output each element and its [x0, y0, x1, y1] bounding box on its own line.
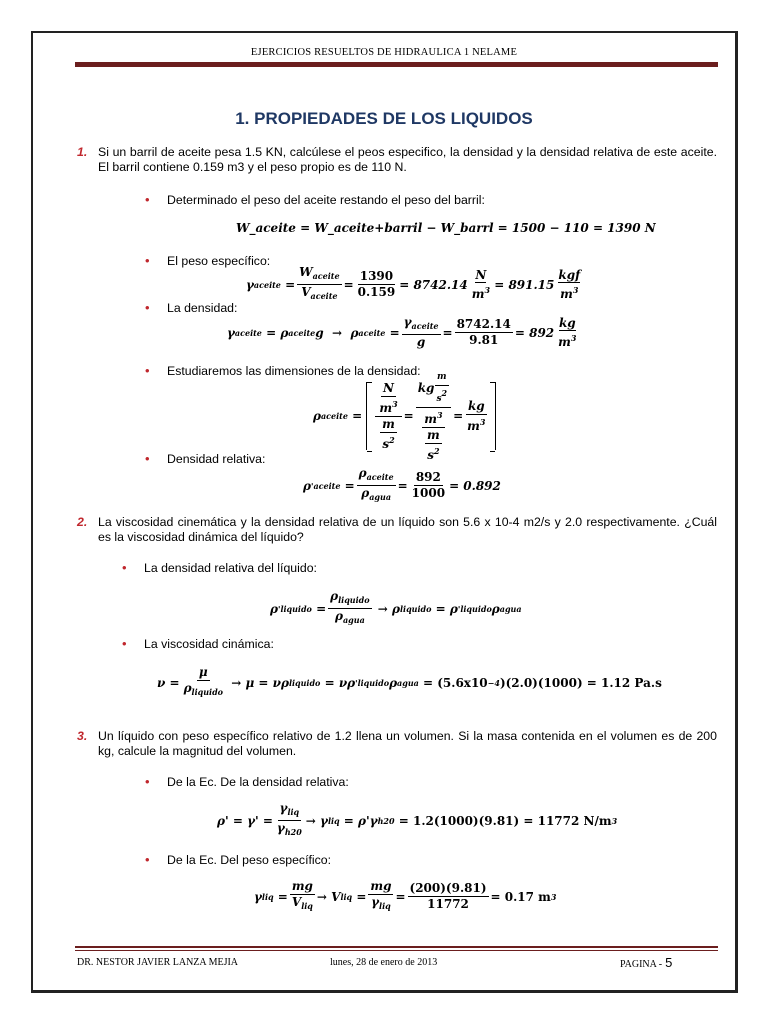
equation-specific-weight: γ aceite = $\frac{W_{aceite}}{V_{aceite}}$ = $\frac{1390}{0.159}$ = 8742.14 N $m^3$ = 891.15 kgf $m^3$	[246, 265, 581, 301]
equation-volume: γ liq = $\frac{mg}{V_{liq}}$ → V liq = $\frac{mg}{\gamma_{liq}}$ = $\frac{(200)(9.81)}{11772}$ = 0.17 m 3	[254, 879, 557, 911]
problem-text: Si un barril de aceite pesa 1.5 KN, calcúlese el peos especifico, la densidad y la densidad relativa de este aceite. El barril contiene 0.159 m3 y el peso propio es de 110 N.	[98, 145, 717, 174]
bullet-item: • La densidad:	[145, 300, 238, 315]
footer-rule	[75, 946, 718, 948]
problem-number: 3.	[77, 729, 88, 743]
footer-date: lunes, 28 de enero de 2013	[330, 957, 438, 968]
bullet-item: • La viscosidad cinámica:	[122, 636, 274, 651]
bullet-item: • El peso específico:	[145, 253, 271, 268]
page-label: PAGINA -	[620, 959, 663, 970]
bullet-icon: •	[122, 636, 127, 651]
bullet-icon: •	[145, 451, 150, 466]
bullet-item: • De la Ec. De la densidad relativa:	[145, 774, 349, 789]
bullet-item: • De la Ec. Del peso específico:	[145, 852, 332, 867]
bullet-icon: •	[122, 560, 127, 575]
bullet-icon: •	[145, 363, 150, 378]
bullet-icon: •	[145, 300, 150, 315]
bullet-icon: •	[145, 852, 150, 867]
bullet-item: • Estudiaremos las dimensiones de la densidad:	[145, 363, 421, 378]
problem-number: 2.	[77, 515, 88, 529]
footer-rule-thin	[75, 950, 718, 951]
section-title: 1. PROPIEDADES DE LOS LIQUIDOS	[235, 109, 533, 128]
equation-dynamic-viscosity: ν = $\frac{\mu}{\rho_{liquido}}$ → μ = νρ liquido = νρ ' liquido ρ agua = (5.6x10 −4 )(2.0)(1000) = 1.12 Pa.s	[157, 665, 662, 697]
bullet-icon: •	[145, 192, 150, 207]
equation-density: γ aceite = ρ aceite g → ρ aceite = $\frac{\gamma_{aceite}}{g}$ = $\frac{8742.14}{9.81}$ = 892 kg $m^3$	[227, 315, 577, 349]
equation-relative-density: ρ ' aceite = $\frac{\rho_{aceite}}{\rho_{agua}}$ = $\frac{892}{1000}$ = 0.892	[303, 466, 501, 502]
problem-2	[77, 515, 717, 545]
bullet-item: • Densidad relativa:	[145, 451, 266, 466]
problem-text: La viscosidad cinemática y la densidad relativa de un líquido son 5.6 x 10-4 m2/s y 2.0 respectivamente. ¿Cuál es la viscosidad dinámica del líquido?	[98, 515, 717, 544]
bullet-icon: •	[145, 253, 150, 268]
problem-3	[77, 729, 717, 759]
equation-liquid-density: ρ ' liquido = $\frac{\rho_{liquido}}{\rho_{agua}}$ → ρ liquido = ρ ' liquido ρ agua	[270, 589, 522, 625]
header-rule	[75, 62, 718, 67]
equation-weight: W_aceite = W_aceite+barril − W_barrl = 1500 − 110 = 1390 N	[236, 221, 656, 235]
page-border	[31, 31, 738, 993]
running-header: EJERCICIOS RESUELTOS DE HIDRAULICA 1 NELAME	[250, 47, 518, 58]
equation-density-dimensions: ρ aceite = $\frac{\frac{N}{m^3}}{\frac{m}{s^2}}$ = kg $\frac{m}{s^2}$ $\frac{m^3}{\frac{m}{s^2}}$ = $\frac{kg}{m^3}$	[313, 382, 496, 450]
problem-number: 1.	[77, 145, 88, 159]
footer-author: DR. NESTOR JAVIER LANZA MEJIA	[77, 957, 239, 968]
bullet-item: • La densidad relativa del líquido:	[122, 560, 317, 575]
page-number: 5	[665, 955, 673, 970]
equation-volume-density: ρ' = γ' = $\frac{\gamma_{liq}}{\gamma_{h20}}$ → γ liq = ρ'γ h20 = 1.2(1000)(9.81) = 11772 N/m 3	[217, 801, 618, 837]
bullet-icon: •	[145, 774, 150, 789]
problem-1	[77, 145, 717, 175]
footer-page	[620, 955, 672, 970]
problem-text: Un líquido con peso específico relativo de 1.2 llena un volumen. Si la masa contenida en el volumen es de 200 kg, calcule la magnitud del volumen.	[98, 729, 717, 758]
bullet-item: • Determinado el peso del aceite restando el peso del barril:	[145, 192, 485, 207]
